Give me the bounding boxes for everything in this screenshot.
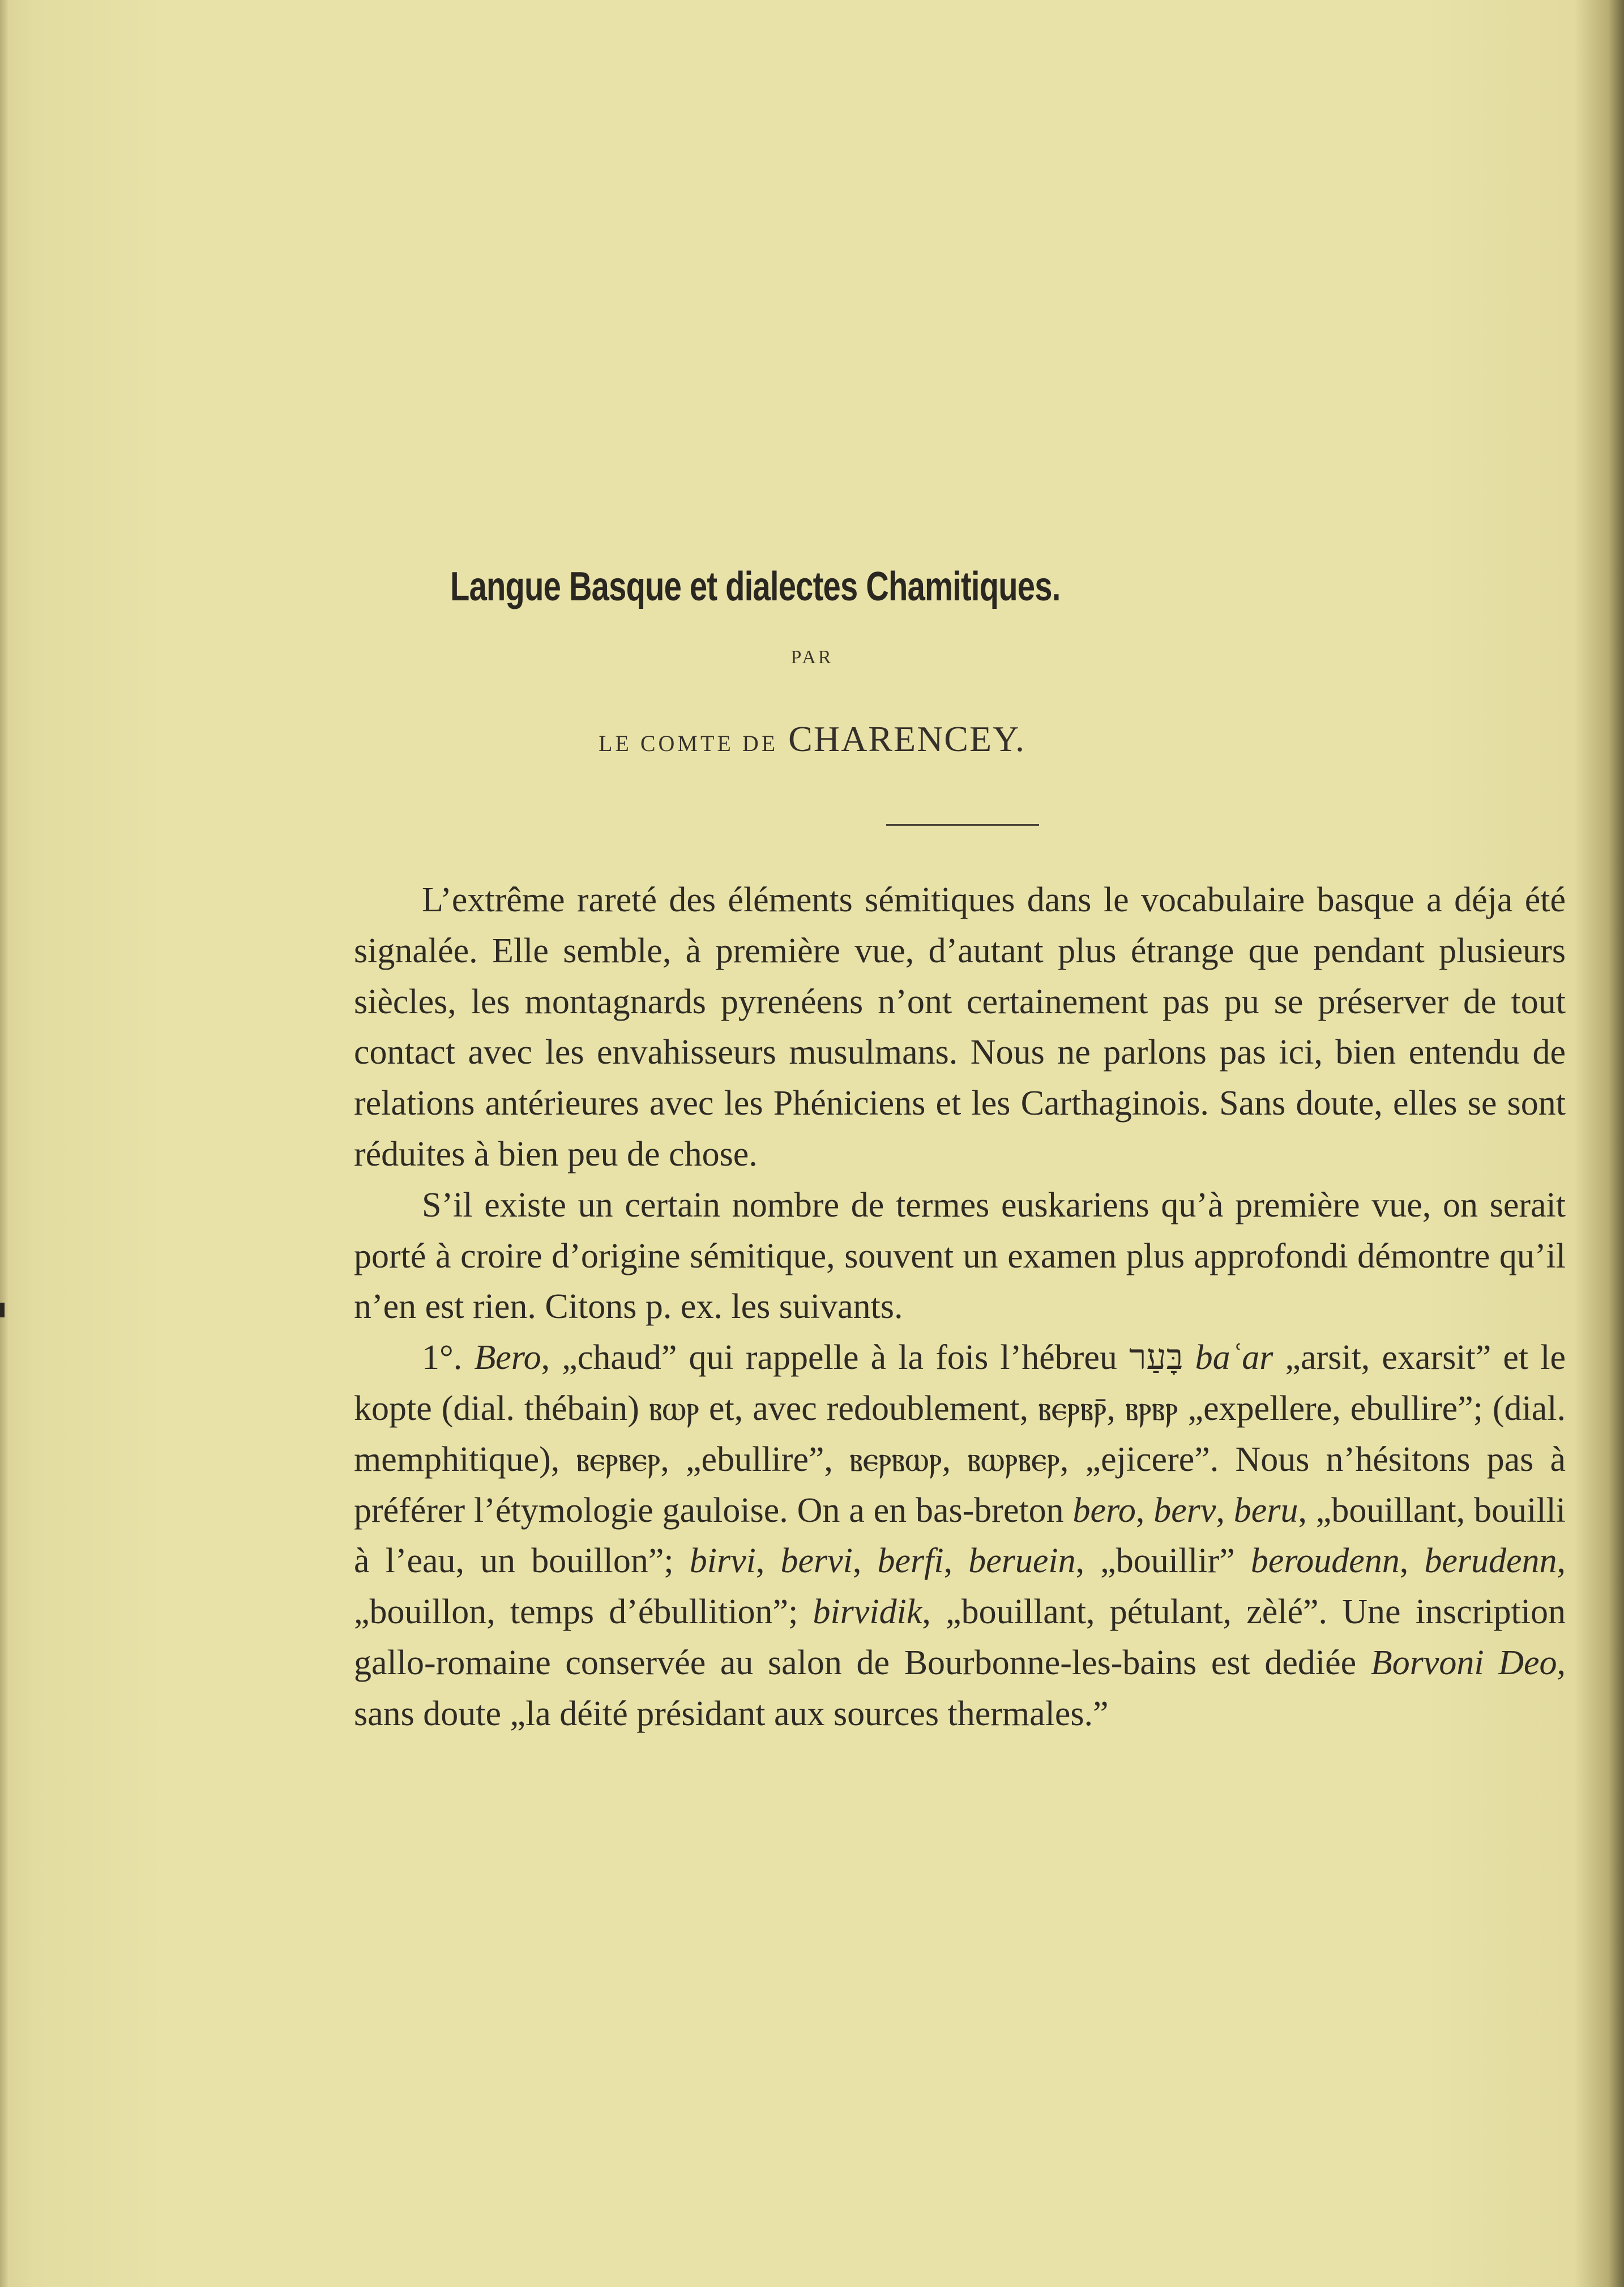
coptic-word: ⲃⲣⲃⲣ <box>1125 1389 1178 1428</box>
text-run: , „ejicere”. Nous n’hésitons pas à préférer l’étymologie gauloise. On a en bas-breton <box>354 1440 1566 1530</box>
text-run: , <box>1135 1491 1154 1530</box>
text-run: et, avec redoublement, <box>699 1389 1038 1428</box>
breton-term: birvi <box>689 1542 756 1581</box>
breton-term: birvidik <box>813 1593 922 1632</box>
text-run: 1°. <box>422 1338 475 1377</box>
text-run: , „ebullire”, <box>660 1440 850 1479</box>
text-run <box>1183 1338 1195 1377</box>
author-prefix: LE COMTE DE <box>598 731 779 756</box>
text-run: , „chaud” qui rappelle à la fois l’hébreu <box>541 1338 1130 1377</box>
transliteration-baar: baʿar <box>1195 1338 1273 1377</box>
text-run: , <box>1106 1389 1125 1428</box>
paragraph-3 <box>354 1333 1566 1739</box>
author-name: CHARENCEY. <box>788 719 1026 759</box>
hebrew-word: בָּעַר <box>1129 1338 1183 1377</box>
breton-term: beroudenn <box>1250 1542 1400 1581</box>
coptic-word: ⲃⲉⲣⲃⲣ̄ <box>1038 1389 1107 1428</box>
text-run: , <box>943 1542 969 1581</box>
text-run: , <box>755 1542 781 1581</box>
text-run: , „bouillant, bouilli à l’eau, un bouillon”; <box>354 1491 1566 1581</box>
breton-term: berfi <box>877 1542 944 1581</box>
breton-term: bero <box>1072 1491 1136 1530</box>
text-run: , „bouillir” <box>1075 1542 1251 1581</box>
text-run: „expellere, ebullire”; (dial. memphitique), <box>354 1389 1566 1479</box>
coptic-word: ⲃⲉⲣⲃⲱⲣ <box>849 1440 942 1479</box>
paragraph-1: L’extrême rareté des éléments sémitiques dans le vocabulaire basque a déja été signalée. Elle semble, à première vue, d’autant plus étrange que pendant plusieurs siècles, les montagnards pyrenéens n’ont certainement pas pu se préserver de tout contact avec les envahisseurs musulmans. Nous ne parlons pas ici, bien entendu de relations antérieures avec les Phéniciens et les Carthaginois. Sans doute, elles se sont réduites à bien peu de chose. <box>354 881 1566 1174</box>
breton-term: berudenn <box>1424 1542 1557 1581</box>
coptic-word: ⲃⲱⲣ <box>648 1389 700 1428</box>
author-line <box>0 718 1624 760</box>
text-run: „arsit, exarsit” et le kopte (dial. thébain) <box>354 1338 1566 1428</box>
text-run: , <box>852 1542 878 1581</box>
breton-term: bervi <box>780 1542 853 1581</box>
page-edge <box>0 0 8 2287</box>
breton-term: beruein <box>968 1542 1076 1581</box>
text-run: , <box>942 1440 968 1479</box>
article-body <box>354 875 1566 1740</box>
text-run: , sans doute „la déité présidant aux sources thermales.” <box>354 1643 1566 1733</box>
coptic-word: ⲃⲉⲣⲃⲉⲣ <box>576 1440 661 1479</box>
separator-rule <box>886 824 1039 826</box>
byline-par: PAR <box>790 647 834 668</box>
text-run: , <box>1399 1542 1425 1581</box>
article-title: Langue Basque et dialectes Chamitiques. <box>450 564 1061 609</box>
coptic-word: ⲃⲱⲣⲃⲉⲣ <box>967 1440 1060 1479</box>
text-run: , „bouillant, pétulant, zèlé”. Une inscription gallo-romaine conservée au salon de Bourbonne-les-bains est dediée <box>354 1593 1566 1682</box>
term-bero: Bero <box>474 1338 541 1377</box>
breton-term: beru <box>1233 1491 1298 1530</box>
paragraph-2: S’il existe un certain nombre de termes euskariens qu’à première vue, on serait porté à croire d’origine sémitique, souvent un examen plus approfondi démontre qu’il n’en est rien. Citons p. ex. les suivants. <box>354 1185 1566 1326</box>
text-run: , <box>1216 1491 1234 1530</box>
breton-term: berv <box>1153 1491 1216 1530</box>
margin-mark <box>0 1303 5 1317</box>
text-run: , „bouillon, temps d’ébullition”; <box>354 1542 1566 1632</box>
inscription-term: Borvoni Deo <box>1370 1643 1557 1682</box>
